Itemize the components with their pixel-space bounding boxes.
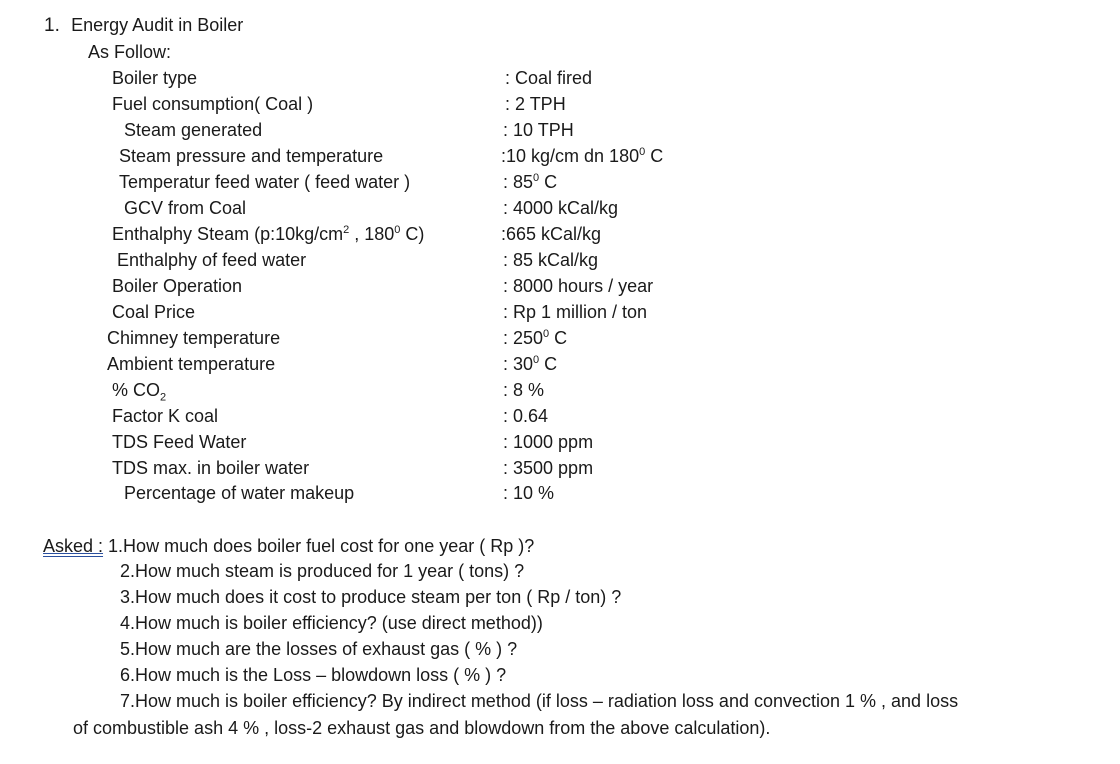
row-value-enthalpy-feed: : 85 kCal/kg: [503, 250, 599, 270]
row-value-steam-generated: : 10 TPH: [503, 120, 574, 140]
row-label-enthalpy-steam: Enthalphy Steam ($p:10kg/cm^2$ , $180^0$ C): [112, 224, 425, 244]
question-6: 6.How much is the Loss – blowdown loss ( % ) ?: [120, 665, 507, 685]
question-2: 2.How much steam is produced for 1 year ( tons) ?: [120, 561, 525, 581]
row-label-fuel-consumption: Fuel consumption( Coal ): [112, 94, 314, 114]
row-label-tds-feed: TDS Feed Water: [112, 432, 247, 452]
row-label-gcv: GCV from Coal: [124, 198, 247, 218]
row-label-coal-price: Coal Price: [112, 302, 196, 322]
question-4: 4.How much is boiler efficiency? (use direct method)): [120, 613, 543, 633]
row-value-tds-max: : 3500 ppm: [503, 458, 594, 478]
row-label-makeup: Percentage of water makeup: [124, 483, 355, 503]
row-value-co2: : 8 %: [503, 380, 545, 400]
row-value-factor-k: : 0.64: [503, 406, 549, 426]
row-value-makeup: : 10 %: [503, 483, 555, 503]
row-label-enthalpy-feed: Enthalphy of feed water: [117, 250, 307, 270]
question-3: 3.How much does it cost to produce steam per ton ( Rp / ton) ?: [120, 587, 622, 607]
row-value-coal-price: : Rp 1 million / ton: [503, 302, 648, 322]
row-value-fuel-consumption: : 2 TPH: [505, 94, 566, 114]
heading: [44, 15, 243, 37]
row-value-enthalpy-steam: :665 kCal/kg: [501, 224, 602, 244]
row-value-gcv: : 4000 kCal/kg: [503, 198, 619, 218]
question-1: 1.How much does boiler fuel cost for one year ( Rp )?: [108, 536, 535, 556]
row-label-steam-generated: Steam generated: [124, 120, 263, 140]
row-label-boiler-operation: Boiler Operation: [112, 276, 243, 296]
asked-label: Asked :: [43, 536, 104, 556]
row-label-co2: % $CO_2$: [112, 380, 167, 404]
row-label-feed-water-temp: Temperatur feed water ( feed water ): [119, 172, 411, 192]
row-value-steam-pressure: :10 kg/cm dn $180^0$ C: [501, 146, 664, 166]
row-value-tds-feed: : 1000 ppm: [503, 432, 594, 452]
row-label-boiler-type: Boiler type: [112, 68, 198, 88]
row-value-chimney-temp: : $250^0$ C: [503, 328, 568, 348]
row-label-steam-pressure: Steam pressure and temperature: [119, 146, 384, 166]
row-label-ambient-temp: Ambient temperature: [107, 354, 276, 374]
row-label-chimney-temp: Chimney temperature: [107, 328, 281, 348]
row-value-ambient-temp: : $30^0$ C: [503, 354, 558, 374]
question-7-line-2: of combustible ash 4 % , loss-2 exhaust gas and blowdown from the above calculation).: [73, 718, 771, 738]
row-value-boiler-operation: : 8000 hours / year: [503, 276, 654, 296]
row-value-boiler-type: : Coal fired: [505, 68, 593, 88]
asked-block: [43, 536, 534, 557]
intro-text: As Follow:: [88, 42, 172, 62]
row-label-factor-k: Factor K coal: [112, 406, 219, 426]
heading-number: 1.: [44, 15, 60, 36]
row-value-feed-water-temp: : $85^0$ C: [503, 172, 558, 192]
question-7-line-1: 7.How much is boiler efficiency? By indirect method (if loss – radiation loss and convection 1 % , and loss: [120, 691, 959, 711]
row-label-tds-max: TDS max. in boiler water: [112, 458, 310, 478]
question-5: 5.How much are the losses of exhaust gas ( % ) ?: [120, 639, 518, 659]
heading-title: Energy Audit in Boiler: [71, 15, 244, 35]
